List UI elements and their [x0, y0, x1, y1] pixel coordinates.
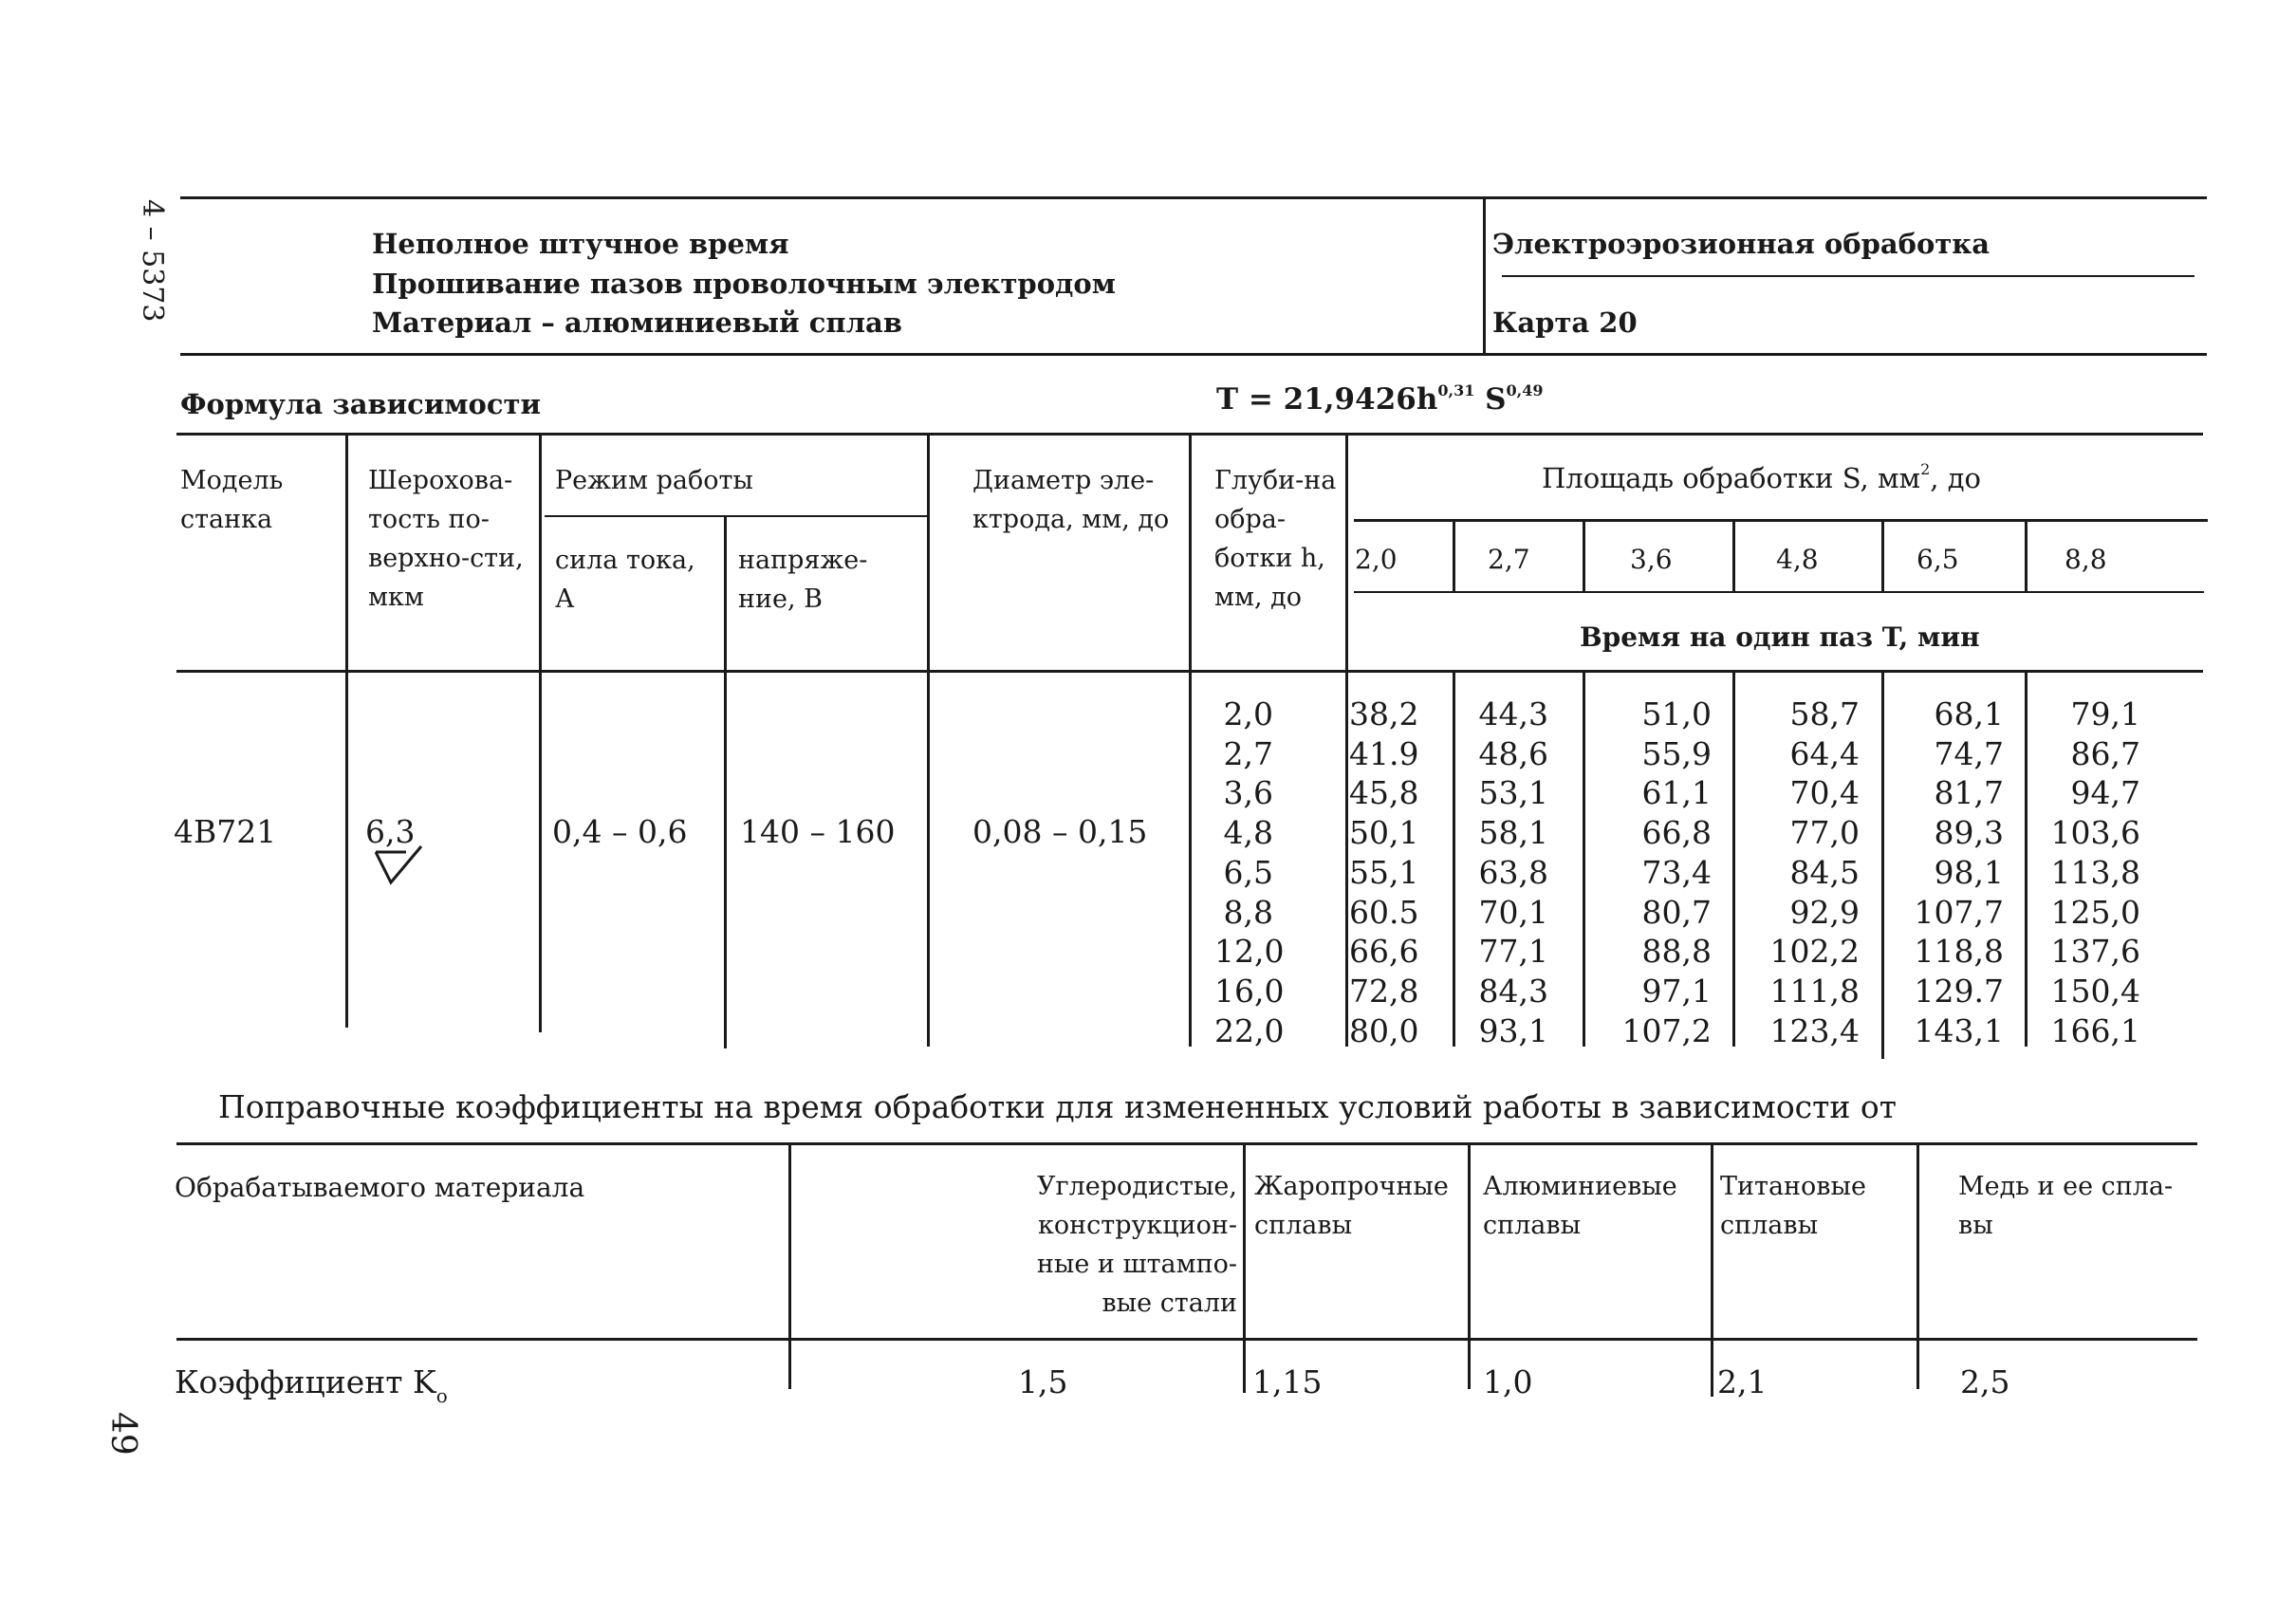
time-cell: 89,3 [1934, 814, 2004, 852]
time-cell: 73,4 [1641, 853, 1712, 891]
time-cell: 63,8 [1478, 853, 1548, 891]
roughness-value: 6,3 [365, 813, 416, 850]
coef-label-text: Коэффициент K [175, 1363, 436, 1400]
time-cell: 111,8 [1769, 972, 1860, 1010]
time-cell: 50,1 [1349, 814, 1419, 852]
page-number: 49 [103, 1412, 142, 1455]
corr-row-label: Обрабатываемого материала [175, 1172, 585, 1203]
formula-label: Формула зависимости [180, 388, 542, 420]
model-value: 4B721 [174, 813, 277, 850]
data-divider-2 [1583, 672, 1585, 1047]
material-aluminium: Алюминиевые сплавы [1483, 1172, 1677, 1240]
time-cell: 38,2 [1349, 695, 1419, 732]
time-cell: 86,7 [2070, 734, 2140, 772]
area-subheader-rule [1354, 519, 2208, 522]
time-cell: 94,7 [2070, 774, 2140, 812]
col-header-model: Модель станка [180, 466, 284, 534]
formula-lhs: T = 21,9426h [1216, 382, 1438, 417]
formula-s-base: S [1485, 382, 1507, 417]
time-column-3 [1742, 695, 1860, 1050]
time-cell: 70,4 [1789, 774, 1860, 812]
time-cell: 66,6 [1349, 933, 1419, 971]
col-header-voltage: напряже-ние, В [738, 546, 868, 614]
time-cell: 74,7 [1934, 734, 2004, 772]
time-cell: 88,8 [1641, 933, 1712, 971]
time-cell: 143,1 [1914, 1011, 2004, 1049]
header-section-title: Электроэрозионная обработка [1492, 228, 1990, 260]
depth-row-4: 6,5 [1223, 853, 1273, 891]
area-value-0: 2,0 [1355, 544, 1398, 575]
material-heat-resistant: Жаропрочные сплавы [1254, 1172, 1449, 1240]
area-divider-2 [1583, 519, 1585, 593]
time-column-0 [1349, 695, 1419, 1050]
document-number: 4 – 5373 [136, 199, 169, 323]
header-top-rule [180, 196, 2207, 199]
col-header-roughness: Шерохова-тость по-верхно-сти, мкм [368, 466, 524, 612]
area-divider-4 [1881, 519, 1884, 593]
time-cell: 58,7 [1789, 695, 1860, 732]
time-cell: 150,4 [2050, 972, 2140, 1010]
area-values-rule [1354, 591, 2204, 593]
time-cell: 48,6 [1478, 734, 1548, 772]
data-divider-1 [1453, 672, 1455, 1047]
time-cell: 66,8 [1641, 814, 1712, 852]
coef-carbon-steel: 1,5 [1018, 1363, 1068, 1400]
time-cell: 102,2 [1769, 933, 1860, 971]
area-title-prefix: Площадь обработки S, мм [1542, 462, 1921, 494]
col-header-area [1542, 460, 1982, 494]
correction-top-rule [176, 1142, 2197, 1145]
time-cell: 64,4 [1789, 734, 1860, 772]
col-header-mode: Режим работы [555, 466, 753, 495]
col-divider-5 [1189, 435, 1192, 1047]
time-cell: 137,6 [2050, 933, 2140, 971]
time-cell: 51,0 [1641, 695, 1712, 732]
corr-divider-2 [1243, 1144, 1246, 1393]
depth-row-0: 2,0 [1223, 695, 1273, 732]
coef-titanium: 2,1 [1717, 1363, 1768, 1400]
formula-s-exponent: 0,49 [1506, 381, 1544, 399]
time-cell: 79,1 [2070, 695, 2140, 732]
time-cell: 44,3 [1478, 695, 1548, 732]
time-cell: 45,8 [1349, 774, 1419, 812]
corr-divider-4 [1711, 1144, 1713, 1397]
correction-mid-rule [176, 1338, 2197, 1341]
time-column-5 [2030, 695, 2140, 1050]
material-carbon-steel: Углеродистые, конструкцион-ные и штампо-вые стали [1036, 1172, 1237, 1318]
time-cell: 97,1 [1641, 972, 1712, 1010]
time-cell: 41.9 [1349, 734, 1419, 772]
time-cell: 98,1 [1934, 853, 2004, 891]
depth-row-6: 12,0 [1214, 933, 1285, 971]
time-cell: 77,0 [1789, 814, 1860, 852]
time-cell: 80,7 [1641, 893, 1712, 931]
time-cell: 84,3 [1478, 972, 1548, 1010]
time-cell: 123,4 [1769, 1011, 1860, 1049]
time-column-2 [1594, 695, 1712, 1050]
data-divider-4 [1881, 672, 1884, 1059]
time-column-4 [1888, 695, 2004, 1050]
time-cell: 166,1 [2050, 1011, 2140, 1049]
current-value: 0,4 – 0,6 [552, 813, 688, 850]
col-divider-4 [927, 435, 930, 1047]
area-divider-1 [1453, 519, 1455, 593]
time-cell: 53,1 [1478, 774, 1548, 812]
area-value-1: 2,7 [1488, 544, 1530, 575]
col-divider-1 [345, 435, 348, 1028]
col-divider-3 [724, 517, 727, 1048]
col-header-current: сила тока, А [555, 546, 695, 614]
header-divider [1483, 196, 1486, 356]
corr-divider-1 [788, 1144, 791, 1389]
depth-column [1214, 695, 1285, 1050]
time-cell: 55,1 [1349, 853, 1419, 891]
time-cell: 84,5 [1789, 853, 1860, 891]
data-divider-3 [1732, 672, 1735, 1047]
time-cell: 93,1 [1478, 1011, 1548, 1049]
time-cell: 113,8 [2050, 853, 2140, 891]
col-header-diameter: Диаметр эле-ктрода, мм, до [972, 466, 1170, 534]
area-title-sup: 2 [1920, 460, 1931, 478]
data-divider-5 [2025, 672, 2028, 1047]
col-header-depth: Глуби-на обра-ботки h, мм, до [1214, 466, 1337, 612]
time-cell: 107,2 [1621, 1011, 1712, 1049]
time-cell: 81,7 [1934, 774, 2004, 812]
time-cell: 103,6 [2050, 814, 2140, 852]
coef-aluminium: 1,0 [1483, 1363, 1533, 1400]
header-bottom-rule [180, 353, 2207, 356]
area-value-4: 6,5 [1916, 544, 1959, 575]
voltage-value: 140 – 160 [740, 813, 896, 850]
area-value-2: 3,6 [1630, 544, 1673, 575]
depth-row-8: 22,0 [1214, 1011, 1285, 1049]
material-titanium: Титановые сплавы [1720, 1172, 1866, 1240]
depth-row-1: 2,7 [1223, 734, 1273, 772]
corr-divider-3 [1468, 1144, 1471, 1389]
formula-h-exponent: 0,31 [1437, 381, 1475, 399]
coef-label [175, 1363, 448, 1407]
time-cell: 80,0 [1349, 1011, 1419, 1049]
time-cell: 92,9 [1789, 893, 1860, 931]
area-title-suffix: , до [1930, 462, 1982, 494]
depth-row-3: 4,8 [1223, 814, 1273, 852]
time-cell: 129.7 [1914, 972, 2004, 1010]
coef-heat-resistant: 1,15 [1252, 1363, 1323, 1400]
area-divider-3 [1732, 519, 1735, 593]
time-cell: 77,1 [1478, 933, 1548, 971]
coef-copper: 2,5 [1960, 1363, 2010, 1400]
header-line-1: Неполное штучное время [372, 228, 789, 260]
time-cell: 125,0 [2050, 893, 2140, 931]
header-line-3: Материал – алюминиевый сплав [372, 306, 902, 339]
material-copper: Медь и ее спла-вы [1958, 1172, 2174, 1240]
coef-label-sub: o [435, 1384, 448, 1407]
roughness-symbol-icon [368, 844, 427, 890]
time-cell: 70,1 [1478, 893, 1548, 931]
col-divider-2 [539, 435, 542, 1032]
time-cell: 55,9 [1641, 734, 1712, 772]
area-value-3: 4,8 [1776, 544, 1819, 575]
header-card-number: Карта 20 [1492, 306, 1638, 339]
depth-row-2: 3,6 [1223, 774, 1273, 812]
area-value-5: 8,8 [2065, 544, 2107, 575]
header-line-2: Прошивание пазов проволочным электродом [372, 268, 1116, 300]
corr-divider-5 [1916, 1144, 1919, 1389]
area-divider-5 [2025, 519, 2028, 593]
diameter-value: 0,08 – 0,15 [972, 813, 1148, 850]
time-cell: 107,7 [1914, 893, 2004, 931]
formula-expression [1216, 381, 1544, 417]
time-cell: 68,1 [1934, 695, 2004, 732]
depth-row-7: 16,0 [1214, 972, 1285, 1010]
time-cell: 72,8 [1349, 972, 1419, 1010]
time-cell: 118,8 [1914, 933, 2004, 971]
time-column-1 [1461, 695, 1548, 1050]
time-cell: 58,1 [1478, 814, 1548, 852]
depth-row-5: 8,8 [1223, 893, 1273, 931]
time-cell: 60.5 [1349, 893, 1419, 931]
time-cell: 61,1 [1641, 774, 1712, 812]
mode-subheader-rule [545, 515, 930, 517]
header-right-rule [1502, 275, 2194, 277]
correction-title: Поправочные коэффициенты на время обработки для измененных условий работы в зависимости от [218, 1088, 1898, 1125]
time-label: Время на один паз T, мин [1580, 621, 1980, 653]
